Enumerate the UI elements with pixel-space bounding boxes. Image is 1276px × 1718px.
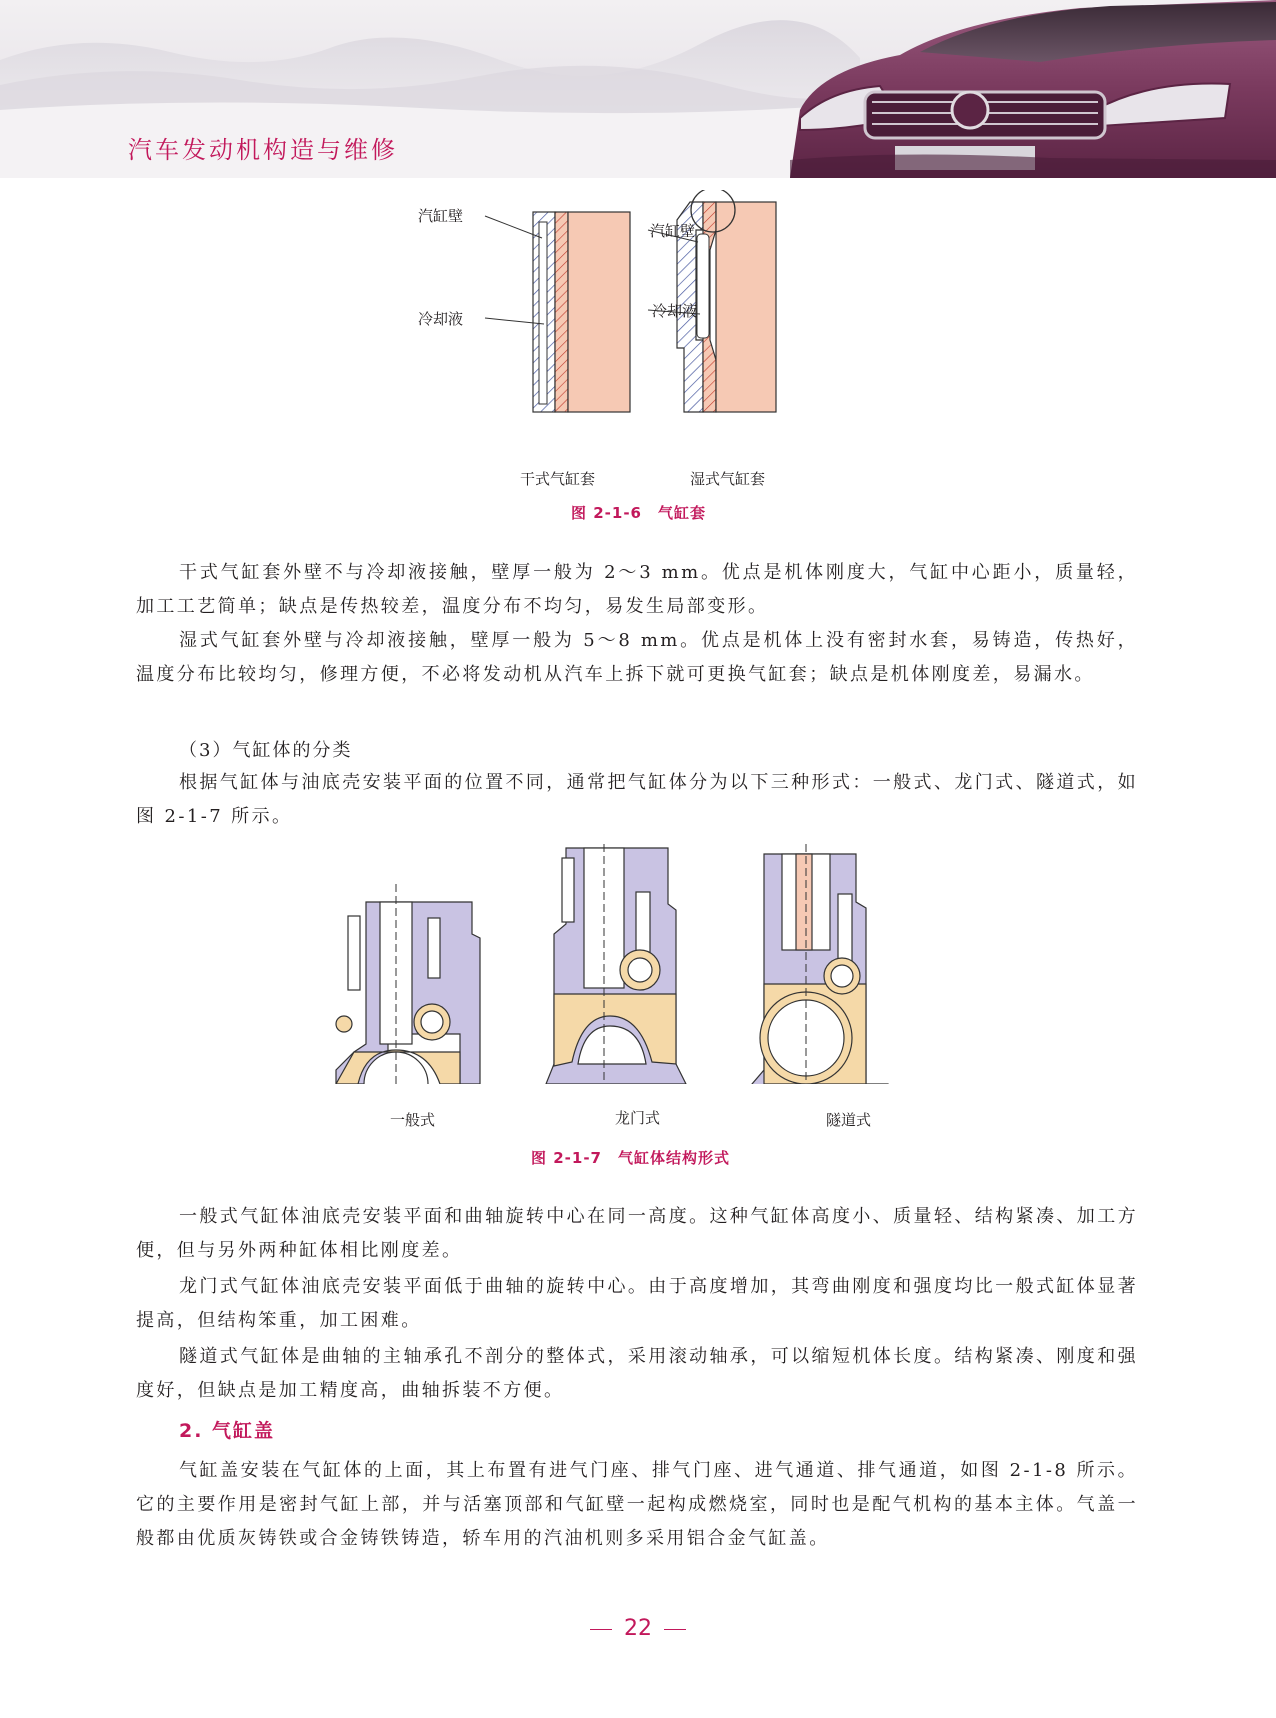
label-coolant-wet: 冷却液 [652, 302, 698, 320]
subheading-block-classification: （3）气缸体的分类 [179, 740, 353, 761]
page-number [0, 1616, 1276, 1641]
page-number-value: 22 [624, 1616, 652, 1641]
tunnel-type-block-drawing [752, 844, 888, 1084]
section-heading-cylinder-head: 2. 气缸盖 [179, 1420, 276, 1442]
paragraph-dry-liner: 干式气缸套外壁不与冷却液接触，壁厚一般为 2～3 mm。优点是机体刚度大，气缸中心距小，质量轻，加工工艺简单；缺点是传热较差，温度分布不均匀，易发生局部变形。 [136, 562, 1138, 617]
page-number-dash-right [664, 1629, 686, 1630]
cylinder-block-diagram [330, 844, 950, 1084]
paragraph-tunnel-type: 隧道式气缸体是曲轴的主轴承孔不剖分的整体式，采用滚动轴承，可以缩短机体长度。结构紧凑、刚度和强度好，但缺点是加工精度高，曲轴拆装不方便。 [136, 1346, 1138, 1401]
page-number-dash-left [590, 1629, 612, 1630]
label-gantry-type: 龙门式 [615, 1109, 661, 1127]
general-type-block-drawing [336, 884, 480, 1084]
figure-cylinder-liners [400, 190, 870, 520]
dry-liner-drawing [485, 212, 630, 412]
label-general-type: 一般式 [390, 1111, 436, 1129]
paragraph-cylinder-head: 气缸盖安装在气缸体的上面，其上布置有进气门座、排气门座、进气通道、排气通道，如图 2-1-8 所示。它的主要作用是密封气缸上部，并与活塞顶部和气缸壁一起构成燃烧室，同时也是配气机构的基本主体。气盖一般都由优质灰铸铁或合金铸铁铸造，轿车用的汽油机则多采用铝合金气缸盖。 [136, 1460, 1138, 1549]
gantry-type-block-drawing [546, 844, 686, 1084]
paragraph-general-type: 一般式气缸体油底壳安装平面和曲轴旋转中心在同一高度。这种气缸体高度小、质量轻、结构紧凑、加工方便，但与另外两种缸体相比刚度差。 [136, 1206, 1138, 1261]
label-coolant-dry: 冷却液 [418, 310, 464, 328]
figure-caption-2-1-7: 图 2-1-7 气缸体结构形式 [531, 1149, 730, 1167]
label-tunnel-type: 隧道式 [826, 1111, 872, 1129]
header-banner [0, 0, 1276, 178]
cylinder-liner-diagram [400, 190, 870, 520]
label-wet-liner: 湿式气缸套 [690, 470, 766, 488]
figure-cylinder-block-types [330, 844, 950, 1139]
label-dry-liner: 干式气缸套 [520, 470, 596, 488]
paragraph-wet-liner: 湿式气缸套外壁与冷却液接触，壁厚一般为 5～8 mm。优点是机体上没有密封水套，易铸造，传热好，温度分布比较均匀，修理方便，不必将发动机从汽车上拆下就可更换气缸套；缺点是机体刚度差，易漏水。 [136, 630, 1138, 685]
label-cylinder-wall-dry: 汽缸壁 [418, 207, 464, 225]
paragraph-gantry-type: 龙门式气缸体油底壳安装平面低于曲轴的旋转中心。由于高度增加，其弯曲刚度和强度均比一般式缸体显著提高，但结构笨重，加工困难。 [136, 1276, 1138, 1331]
label-cylinder-wall-wet: 汽缸壁 [650, 222, 696, 240]
figure-caption-2-1-6: 图 2-1-6 气缸套 [571, 504, 706, 522]
book-title: 汽车发动机构造与维修 [128, 136, 398, 164]
paragraph-block-classification: 根据气缸体与油底壳安装平面的位置不同，通常把气缸体分为以下三种形式：一般式、龙门式、隧道式，如图 2-1-7 所示。 [136, 772, 1138, 827]
